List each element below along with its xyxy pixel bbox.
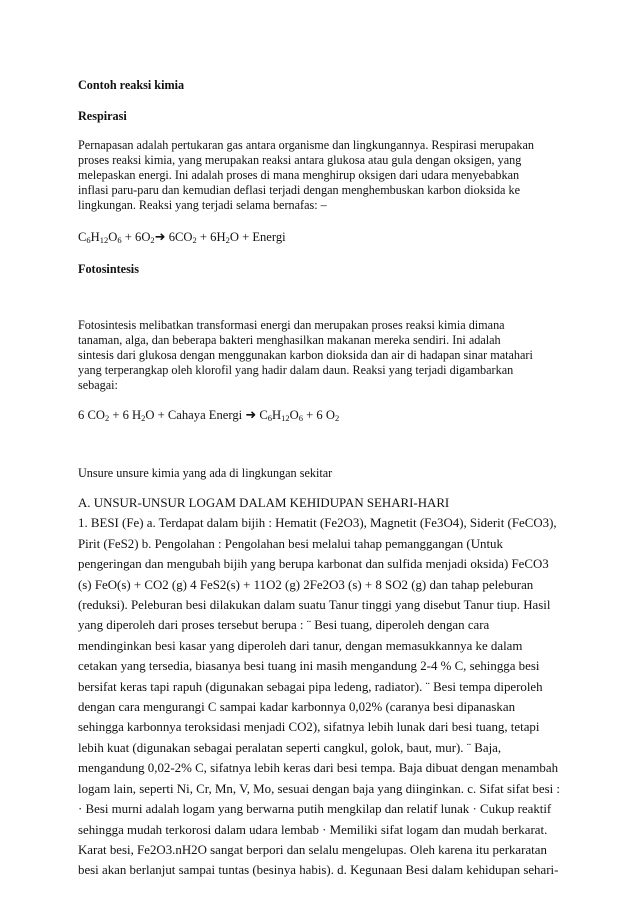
paragraph-line: pengeringan dan mengubah bijih yang berupa karbonat dan sulfida menjadi oksida) FeCO3 xyxy=(78,557,549,572)
paragraph-line: tanaman, alga, dan beberapa bakteri menghasilkan makanan mereka sendiri. Ini adalah xyxy=(78,333,501,347)
subscript: 2 xyxy=(104,413,110,423)
paragraph-line: sintesis dari glukosa dengan menggunakan karbon dioksida dan air di hadapan sinar matahari xyxy=(78,348,533,362)
paragraph-line: cetakan yang tersedia, biasanya besi tuang ini masih mengandung 2-4 % C, sehingga besi xyxy=(78,659,540,674)
paragraph-line: sebagai: xyxy=(78,378,118,392)
paragraph-line: Karat besi, Fe2O3.nH2O sangat berpori dan selalu mengelupas. Oleh karena itu perkaratan xyxy=(78,842,547,857)
equation-lhs: $C_6H_{12}O_6 + 6O_2$ xyxy=(78,230,155,245)
subscript: 2 xyxy=(141,413,146,423)
subscript: 6 xyxy=(298,413,303,423)
subscript: 2 xyxy=(334,413,340,423)
paragraph-line: · Besi murni adalah logam yang berwarna putih mengkilap dan relatif lunak · Cukup reaktif xyxy=(78,802,552,817)
paragraph-line: lebih kuat (digunakan sebagai peralatan seperti cangkul, golok, baut, mur). ¨ Baja, xyxy=(78,740,502,755)
unsur-heading xyxy=(78,466,573,481)
paragraph-line: inflasi paru-paru dan kemudian deflasi terjadi dengan menghembuskan karbon dioksida ke xyxy=(78,183,520,197)
paragraph-line: proses reaksi kimia, yang merupakan reaksi antara glukosa atau gula dengan oksigen, yang xyxy=(78,153,522,167)
subscript: 6 xyxy=(267,413,273,423)
subscript: 6 xyxy=(117,235,122,245)
fotosintesis-equation xyxy=(78,407,573,424)
subscript: 12 xyxy=(99,235,109,245)
paragraph-line: Pernapasan adalah pertukaran gas antara organisme dan lingkungannya. Respirasi merupakan xyxy=(78,138,534,152)
paragraph-line: mendinginkan besi kasar yang diperoleh dari tanur, dengan memasukkannya ke dalam xyxy=(78,638,523,653)
reaction-arrow-icon: ➜ xyxy=(154,230,166,245)
document-title: Contoh reaksi kimia xyxy=(78,78,185,92)
paragraph-line: yang terperangkap oleh klorofil yang hadir dalam daun. Reaksi yang terjadi digambarkan xyxy=(78,363,514,377)
section-subheading: A. UNSUR-UNSUR LOGAM DALAM KEHIDUPAN SEHARI-HARI xyxy=(78,496,450,510)
subscript: 2 xyxy=(225,235,230,245)
equation-rhs: $6CO_2 + 6H_2O$ + Energi xyxy=(165,230,286,245)
respirasi-equation xyxy=(78,229,573,246)
subscript: 2 xyxy=(150,235,155,245)
paragraph-line: (reduksi). Peleburan besi dilakukan dalam suatu Tanur tinggi yang disebut Tanur tiup. Hasil xyxy=(78,598,551,613)
paragraph-line: Pirit (FeS2) b. Pengolahan : Pengolahan besi melalui tahap pemanggangan (Untuk xyxy=(78,536,503,551)
paragraph-line: (s) FeO(s) + CO2 (g) 4 FeS2(s) + 11O2 (g) 2Fe2O3 (s) + 8 SO2 (g) dan tahap peleburan xyxy=(78,577,534,592)
fotosintesis-paragraph xyxy=(78,318,573,393)
paragraph-line: sehingga mudah terkorosi dalam udara lembab · Memiliki sifat logam dan mudah berkarat. xyxy=(78,822,548,837)
paragraph-line: dengan cara mengurangi C sampai kadar karbonnya 0,02% (caranya besi dipanaskan xyxy=(78,700,516,715)
paragraph-line: sehingga karbonnya teroksidasi menjadi CO2), sifatnya lebih lunak dari besi tuang, tetapi xyxy=(78,720,540,735)
respirasi-heading: Respirasi xyxy=(78,109,127,123)
paragraph-line: Fotosintesis melibatkan transformasi energi dan merupakan proses reaksi kimia dimana xyxy=(78,318,505,332)
subscript: 12 xyxy=(281,413,290,423)
paragraph-line: logam lain, seperti Ni, Cr, Mn, V, Mo, sesuai dengan baja yang diinginkan. c. Sifat sifat besi : xyxy=(78,781,560,796)
equation-lhs: 6 $CO_2 + 6$ $H_2O$ + Cahaya Energi xyxy=(78,408,246,423)
paragraph-line: lingkungan. Reaksi yang terjadi selama bernafas: – xyxy=(78,198,327,212)
paragraph-line: besi akan berlanjut sampai tuntas (besinya habis). d. Kegunaan Besi dalam kehidupan sehari- xyxy=(78,863,559,878)
paragraph-line: mengandung 0,02-2% C, sifatnya lebih keras dari besi tempa. Baja dibuat dengan menambah xyxy=(78,761,559,776)
paragraph-line: 1. BESI (Fe) a. Terdapat dalam bijih : Hematit (Fe2O3), Magnetit (Fe3O4), Siderit (FeCO3), xyxy=(78,516,557,531)
reaction-arrow-icon: ➜ xyxy=(245,408,257,423)
subscript: 6 xyxy=(86,235,91,245)
respirasi-paragraph xyxy=(78,138,573,213)
section-heading-line: Unsure unsure kimia yang ada di lingkungan sekitar xyxy=(78,466,333,480)
paragraph-line: yang diperoleh dari proses tersebut berupa : ¨ Besi tuang, diperoleh dengan cara xyxy=(78,618,490,633)
unsur-paragraph xyxy=(78,493,573,881)
subscript: 2 xyxy=(192,235,197,245)
paragraph-line: bersifat keras tapi rapuh (digunakan sebagai pipa ledeng, radiator). ¨ Besi tempa diperoleh xyxy=(78,679,543,694)
equation-rhs: $C_6H_{12}O_6 + 6$ $O_2$ xyxy=(256,408,340,423)
paragraph-line: melepaskan energi. Ini adalah proses di mana menghirup oksigen dari udara menyebabkan xyxy=(78,168,520,182)
fotosintesis-heading: Fotosintesis xyxy=(78,262,139,276)
